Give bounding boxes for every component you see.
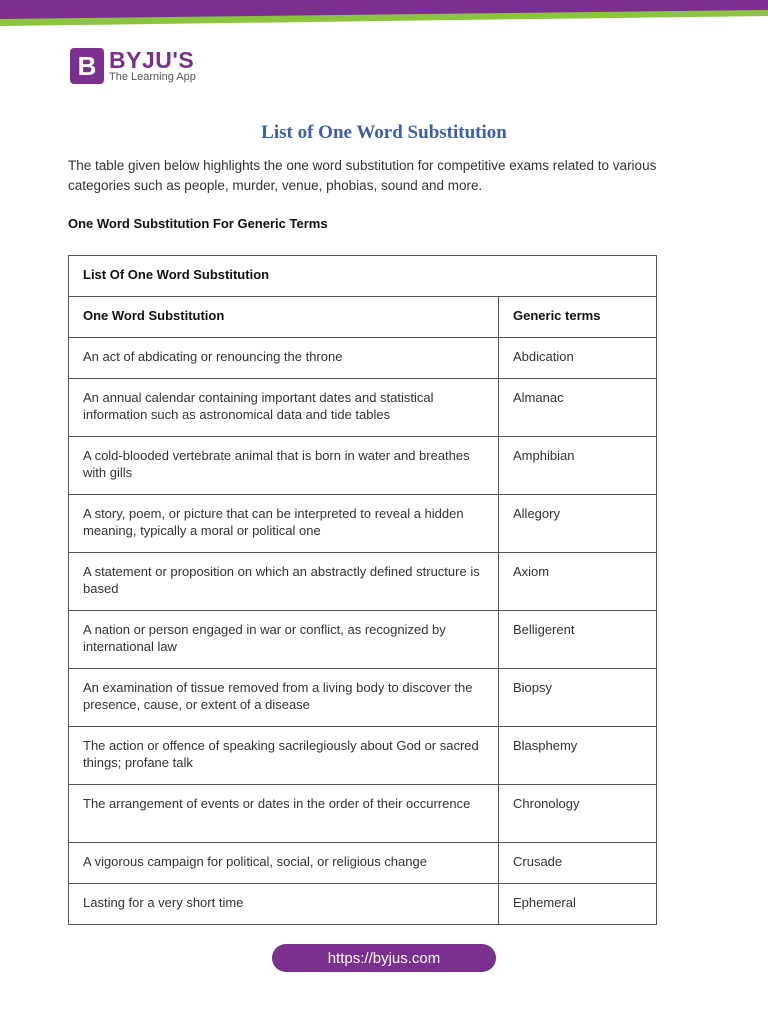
table-row	[69, 884, 657, 925]
table-row	[69, 553, 657, 611]
term-cell: Allegory	[499, 495, 657, 553]
definition-cell: A cold-blooded vertebrate animal that is born in water and breathes with gills	[69, 437, 499, 495]
logo-mark: B	[70, 48, 104, 84]
table-header-row	[69, 297, 657, 338]
definition-cell: A story, poem, or picture that can be interpreted to reveal a hidden meaning, typically a moral or political one	[69, 495, 499, 553]
table-row	[69, 495, 657, 553]
term-cell: Belligerent	[499, 611, 657, 669]
table-row	[69, 338, 657, 379]
definition-cell: Lasting for a very short time	[69, 884, 499, 925]
term-cell: Amphibian	[499, 437, 657, 495]
term-cell: Crusade	[499, 843, 657, 884]
one-word-substitution-table	[68, 255, 657, 925]
footer-url-link[interactable]: https://byjus.com	[272, 944, 496, 972]
table-row	[69, 843, 657, 884]
term-cell: Blasphemy	[499, 727, 657, 785]
term-cell: Ephemeral	[499, 884, 657, 925]
intro-paragraph: The table given below highlights the one word substitution for competitive exams related to various categories such as people, murder, venue, phobias, sound and more.	[68, 158, 657, 193]
column-header-generic-terms: Generic terms	[499, 297, 657, 338]
table-row	[69, 727, 657, 785]
table-caption-row	[69, 256, 657, 297]
table-row	[69, 669, 657, 727]
term-cell: Chronology	[499, 785, 657, 843]
byjus-logo	[70, 48, 196, 84]
logo-tagline: The Learning App	[109, 70, 196, 83]
table-row	[69, 437, 657, 495]
definition-cell: A nation or person engaged in war or conflict, as recognized by international law	[69, 611, 499, 669]
top-color-band	[0, 0, 768, 30]
definition-cell: A statement or proposition on which an abstractly defined structure is based	[69, 553, 499, 611]
table-row	[69, 785, 657, 843]
term-cell: Abdication	[499, 338, 657, 379]
page-title: List of One Word Substitution	[261, 122, 507, 143]
definition-cell: An examination of tissue removed from a living body to discover the presence, cause, or extent of a disease	[69, 669, 499, 727]
definition-cell: A vigorous campaign for political, social, or religious change	[69, 843, 499, 884]
table-row	[69, 611, 657, 669]
definition-cell: An act of abdicating or renouncing the throne	[69, 338, 499, 379]
table-row	[69, 379, 657, 437]
term-cell: Axiom	[499, 553, 657, 611]
column-header-substitution: One Word Substitution	[69, 297, 499, 338]
logo-text	[109, 46, 196, 84]
definition-cell: The arrangement of events or dates in the order of their occurrence	[69, 785, 499, 843]
term-cell: Biopsy	[499, 669, 657, 727]
term-cell: Almanac	[499, 379, 657, 437]
table-caption: List Of One Word Substitution	[69, 256, 657, 297]
definition-cell: The action or offence of speaking sacrilegiously about God or sacred things; profane talk	[69, 727, 499, 785]
definition-cell: An annual calendar containing important dates and statistical information such as astronomical data and tide tables	[69, 379, 499, 437]
logo-brand-name: BYJU'S	[109, 46, 195, 73]
section-heading: One Word Substitution For Generic Terms	[68, 216, 328, 231]
